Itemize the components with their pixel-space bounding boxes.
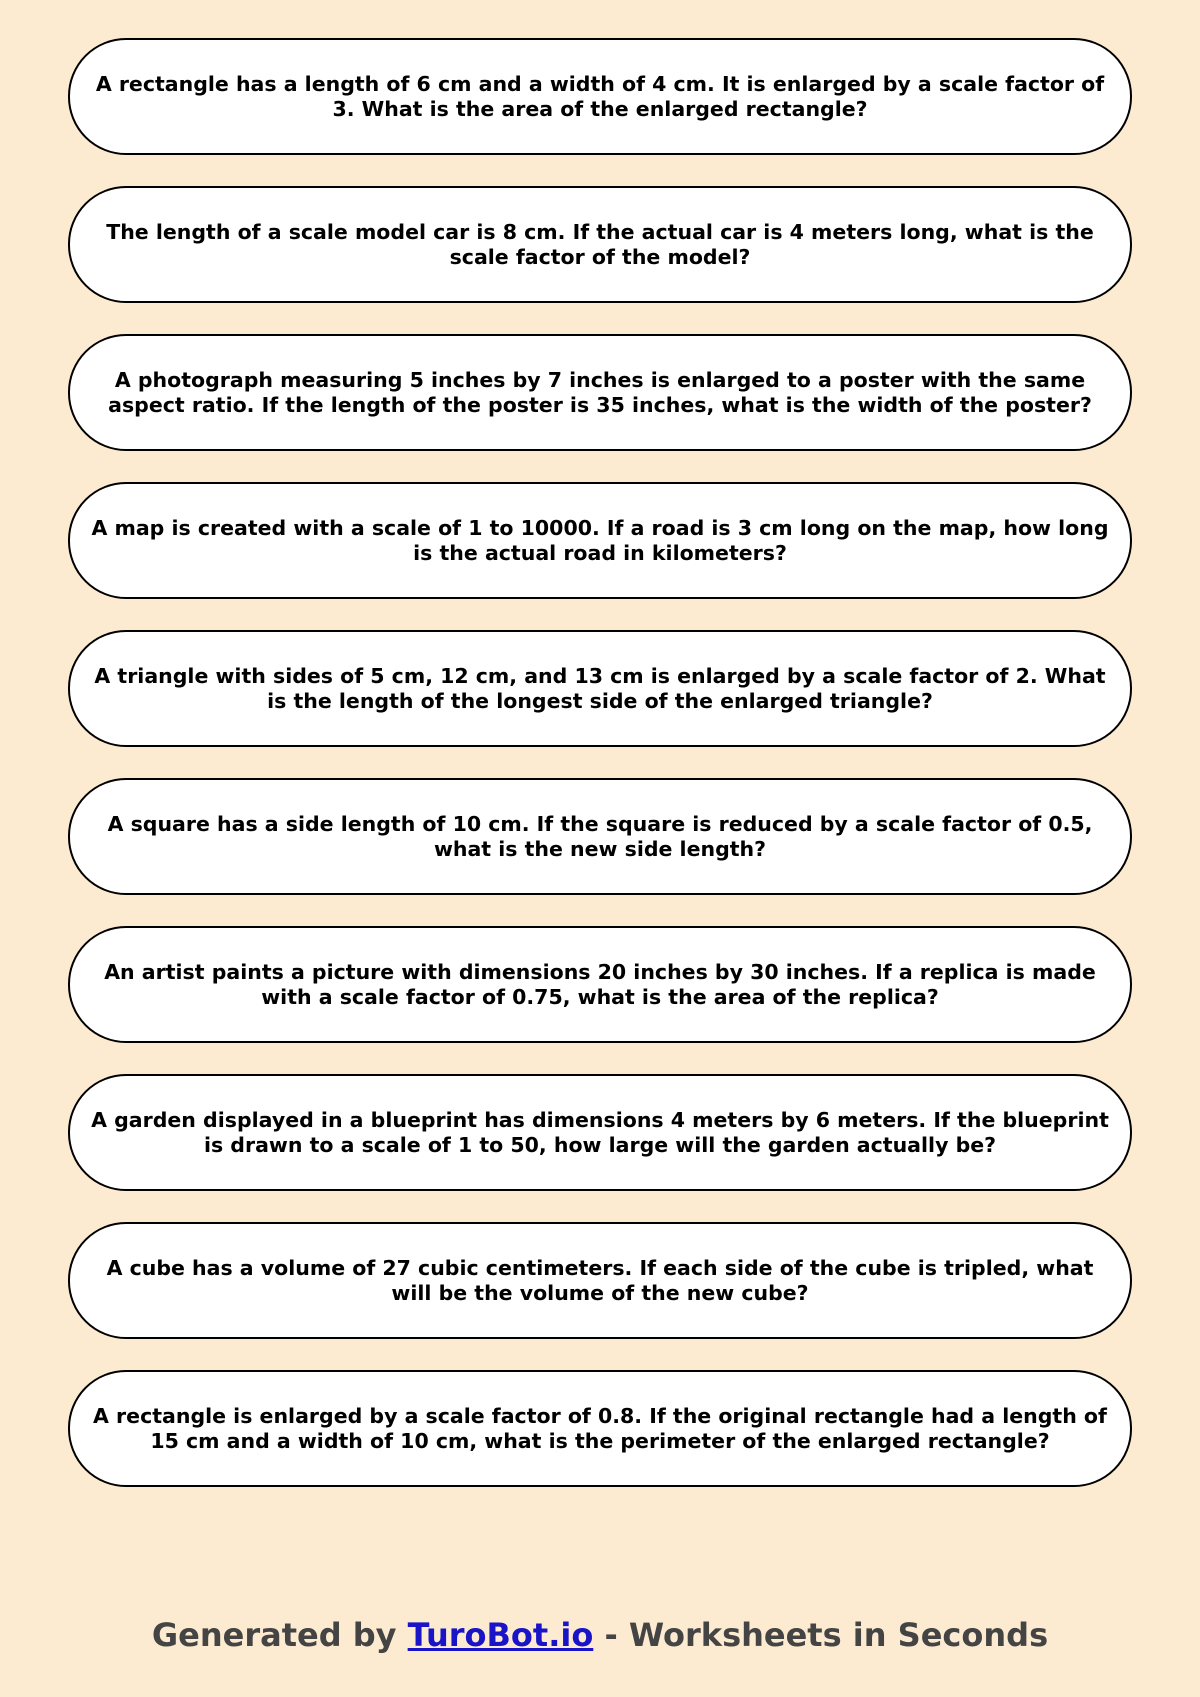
question-card: [68, 926, 1132, 1043]
question-card: [68, 1222, 1132, 1339]
question-card: [68, 38, 1132, 155]
footer-credit: [0, 1616, 1200, 1654]
question-text: A garden displayed in a blueprint has dimensions 4 meters by 6 meters. If the blueprint is drawn to a scale of 1 to 50, how large will the garden actually be?: [91, 1107, 1109, 1157]
question-text: A rectangle has a length of 6 cm and a width of 4 cm. It is enlarged by a scale factor of 3. What is the area of the enlarged rectangle?: [95, 71, 1105, 121]
question-card: [68, 482, 1132, 599]
question-card: [68, 186, 1132, 303]
question-list: [68, 38, 1132, 1518]
question-text: A photograph measuring 5 inches by 7 inches is enlarged to a poster with the same aspect ratio. If the length of the poster is 35 inches, what is the width of the poster?: [108, 367, 1092, 417]
question-card: [68, 778, 1132, 895]
question-text: A map is created with a scale of 1 to 10000. If a road is 3 cm long on the map, how long is the actual road in kilometers?: [91, 515, 1109, 565]
footer-prefix: Generated by: [151, 1616, 408, 1654]
footer-suffix: - Worksheets in Seconds: [593, 1616, 1049, 1654]
question-text: The length of a scale model car is 8 cm. If the actual car is 4 meters long, what is the scale factor of the model?: [106, 219, 1094, 269]
question-text: An artist paints a picture with dimensions 20 inches by 30 inches. If a replica is made with a scale factor of 0.75, what is the area of the replica?: [104, 959, 1096, 1009]
question-card: [68, 1370, 1132, 1487]
question-text: A cube has a volume of 27 cubic centimeters. If each side of the cube is tripled, what will be the volume of the new cube?: [106, 1255, 1094, 1305]
turobot-link[interactable]: TuroBot.io: [407, 1616, 594, 1654]
question-text: A square has a side length of 10 cm. If the square is reduced by a scale factor of 0.5, what is the new side length?: [107, 811, 1093, 861]
question-card: [68, 1074, 1132, 1191]
question-card: [68, 630, 1132, 747]
question-card: [68, 334, 1132, 451]
question-text: A triangle with sides of 5 cm, 12 cm, and 13 cm is enlarged by a scale factor of 2. What is the length of the longest side of the enlarged triangle?: [94, 663, 1106, 713]
question-text: A rectangle is enlarged by a scale factor of 0.8. If the original rectangle had a length of 15 cm and a width of 10 cm, what is the perimeter of the enlarged rectangle?: [93, 1403, 1107, 1453]
